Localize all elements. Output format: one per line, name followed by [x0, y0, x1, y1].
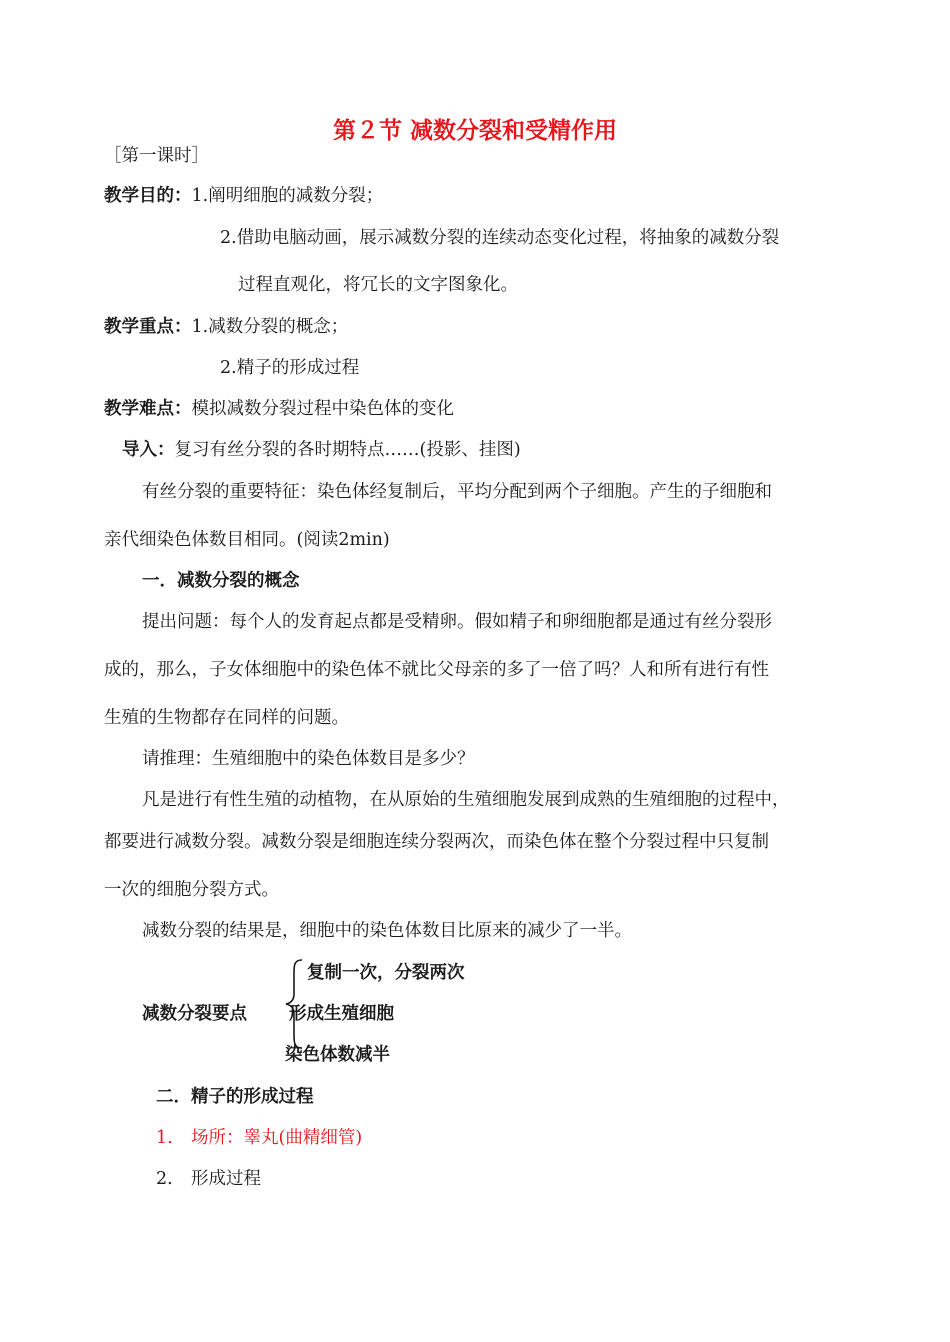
- objectives-line: [104, 184, 383, 208]
- key-point-halved: 染色体数减半: [285, 1045, 390, 1065]
- lesson-label: ［第一课时］: [104, 146, 209, 166]
- intro-label: 导入：: [122, 440, 175, 460]
- list-item-2-text: 形成过程: [191, 1169, 261, 1189]
- objectives-label: 教学目的：: [104, 186, 192, 206]
- key-point-gametes: 形成生殖细胞: [289, 1004, 394, 1024]
- key-point-replicate: 复制一次，分裂两次: [307, 963, 465, 983]
- definition-line-3: 一次的细胞分裂方式。: [104, 880, 279, 900]
- key-point-1: 1.减数分裂的概念；: [191, 317, 349, 337]
- key-summary-label: 减数分裂要点: [142, 1004, 247, 1024]
- question-line-3: 生殖的生物都存在同样的问题。: [104, 708, 349, 728]
- page-title: 第２节 减数分裂和受精作用: [332, 118, 617, 144]
- difficulty-text: 模拟减数分裂过程中染色体的变化: [191, 399, 454, 419]
- difficulty-line: [104, 397, 454, 421]
- objective-2-continued: 过程直观化，将冗长的文字图象化。: [238, 275, 518, 295]
- difficulty-label: 教学难点：: [104, 399, 192, 419]
- definition-line-2: 都要进行减数分裂。减数分裂是细胞连续分裂两次，而染色体在整个分裂过程中只复制: [104, 832, 769, 852]
- intro-text: 复习有丝分裂的各时期特点……(投影、挂图): [174, 440, 521, 460]
- objective-1: 1.阐明细胞的减数分裂；: [191, 186, 384, 206]
- list-item-1-number: 1.: [156, 1128, 173, 1148]
- list-item-1-text: 场所：睾丸(曲精细管): [191, 1128, 363, 1148]
- objective-2: 2.借助电脑动画，展示减数分裂的连续动态变化过程，将抽象的减数分裂: [220, 228, 780, 248]
- question-line-2: 成的，那么，子女体细胞中的染色体不就比父母亲的多了一倍了吗？人和所有进行有性: [104, 660, 769, 680]
- intro-line: [122, 438, 521, 462]
- mitosis-paragraph-line-2: 亲代细染色体数目相同。(阅读2min): [104, 530, 390, 550]
- key-point-2: 2.精子的形成过程: [220, 358, 360, 378]
- definition-line-1: 凡是进行有性生殖的动植物，在从原始的生殖细胞发展到成熟的生殖细胞的过程中，: [142, 790, 790, 810]
- section-2-heading: 二．精子的形成过程: [156, 1087, 314, 1107]
- infer-question: 请推理：生殖细胞中的染色体数目是多少？: [142, 749, 475, 769]
- key-points-label: 教学重点：: [104, 317, 192, 337]
- list-item-2-number: 2.: [156, 1169, 173, 1189]
- mitosis-paragraph-line-1: 有丝分裂的重要特征：染色体经复制后，平均分配到两个子细胞。产生的子细胞和: [142, 482, 772, 502]
- section-1-heading: 一．减数分裂的概念: [142, 571, 300, 591]
- key-points-line: [104, 315, 348, 339]
- result-sentence: 减数分裂的结果是，细胞中的染色体数目比原来的减少了一半。: [142, 921, 632, 941]
- question-line-1: 提出问题：每个人的发育起点都是受精卵。假如精子和卵细胞都是通过有丝分裂形: [142, 612, 772, 632]
